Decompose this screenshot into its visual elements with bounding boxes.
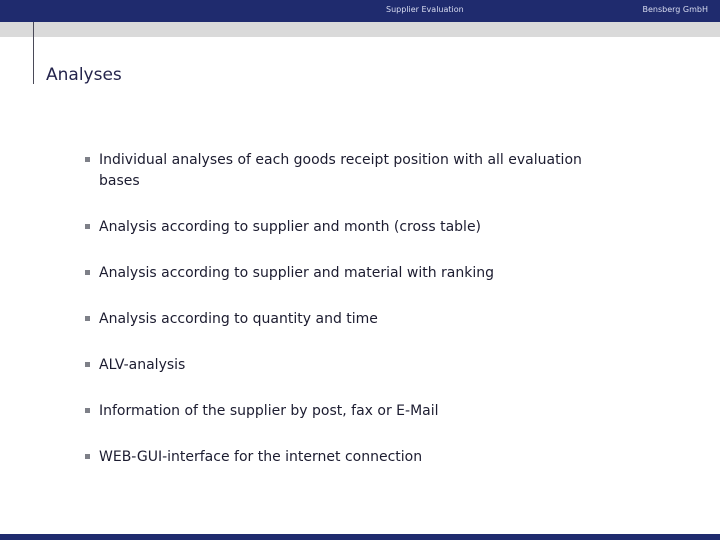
bullet-text: Analysis according to supplier and material with ranking — [99, 265, 495, 281]
bullet-square-icon — [85, 224, 90, 229]
bullet-item — [84, 263, 604, 284]
bullet-text: ALV-analysis — [99, 357, 186, 373]
bullet-item — [84, 309, 604, 330]
bullet-text: WEB-GUI-interface for the internet connection — [99, 449, 423, 465]
bullet-item — [84, 150, 604, 192]
accent-line — [33, 22, 34, 84]
header-title: Supplier Evaluation — [386, 5, 464, 14]
bullet-square-icon — [85, 157, 90, 162]
header-band — [0, 22, 720, 37]
footer-bar — [0, 534, 720, 540]
bullet-text: Information of the supplier by post, fax or E-Mail — [99, 403, 439, 419]
header-bar — [0, 0, 720, 22]
bullet-item — [84, 217, 604, 238]
bullet-text: Analysis according to quantity and time — [99, 311, 378, 327]
bullet-square-icon — [85, 454, 90, 459]
bullet-square-icon — [85, 316, 90, 321]
bullet-item — [84, 401, 604, 422]
bullet-item — [84, 447, 604, 468]
bullet-text: Analysis according to supplier and month (cross table) — [99, 219, 482, 235]
bullet-square-icon — [85, 270, 90, 275]
bullet-square-icon — [85, 362, 90, 367]
bullet-text: Individual analyses of each goods receipt position with all evaluation bases — [99, 152, 582, 189]
bullet-item — [84, 355, 604, 376]
bullet-list — [84, 150, 604, 493]
company-name: Bensberg GmbH — [642, 5, 708, 14]
slide-title: Analyses — [46, 65, 122, 85]
bullet-square-icon — [85, 408, 90, 413]
